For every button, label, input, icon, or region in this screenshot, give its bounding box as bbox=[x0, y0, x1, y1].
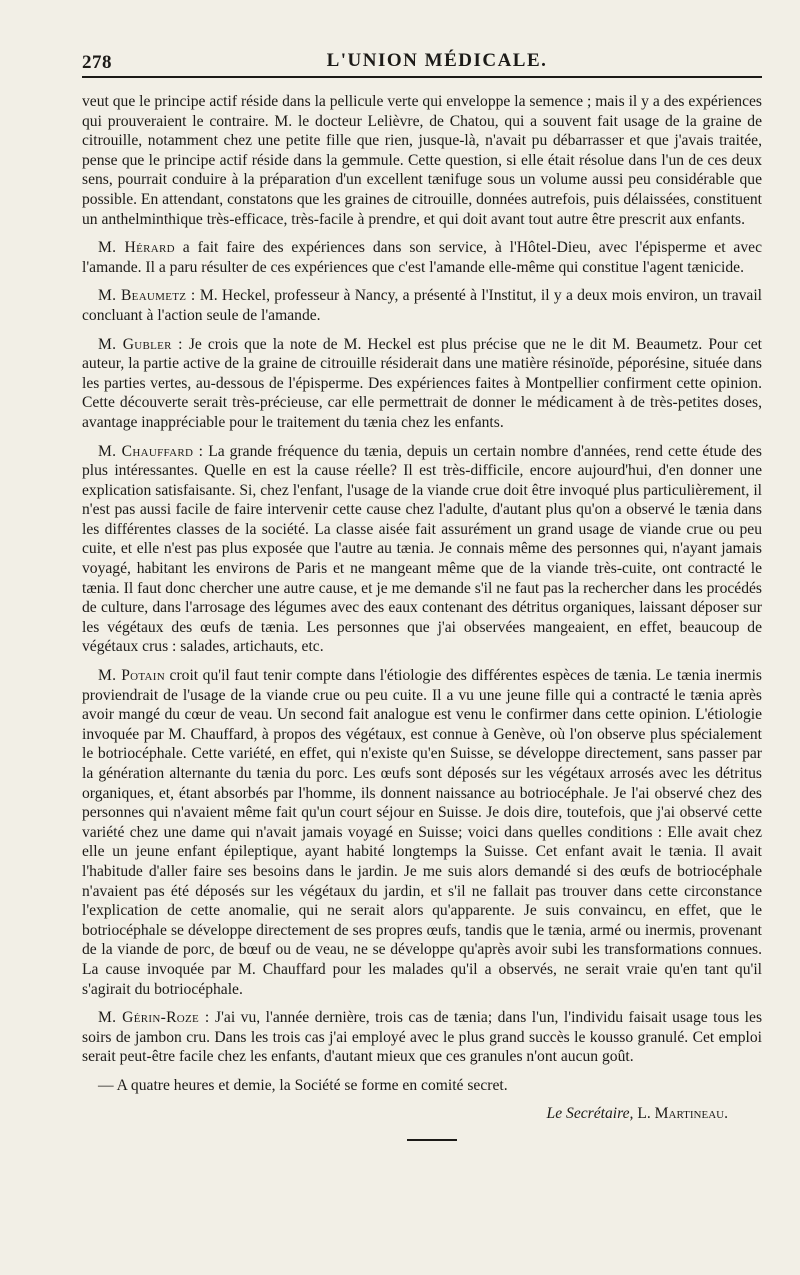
speaker-name: M. Chauffard : bbox=[98, 442, 204, 460]
speaker-name: M. Beaumetz : bbox=[98, 287, 196, 305]
page-number: 278 bbox=[82, 52, 112, 73]
speaker-name: M. Hérard bbox=[98, 239, 175, 257]
page-header bbox=[82, 42, 762, 78]
closing-paragraph bbox=[82, 1076, 762, 1096]
paragraph-text: veut que le principe actif réside dans la pellicule verte qui enveloppe la semence ; mais il y a des expériences qui prouveraient le contraire. M. le docteur Lelièvre, de Chatou, qui a souvent fait usage de la graine de citrouille, notamment chez une petite fille que rien, jusque-là, n'avait pu débarrasser et que j'avais traitée, pense que le principe actif réside dans la gemmule. Cette question, si elle était résolue dans l'un de ces deux sens, pourrait conduire à la préparation d'un excellent tænifuge sous un volume aussi peu considérable que possible. En attendant, constatons que les graines de citrouille, données autrefois, puis délaissées, constituent un anthelminthique très-efficace, très-facile à prendre, et qui doit avant tout autre être prescrit aux enfants. bbox=[82, 93, 762, 228]
end-rule bbox=[407, 1139, 457, 1141]
signature bbox=[82, 1105, 762, 1123]
paragraph bbox=[82, 238, 762, 277]
paragraph bbox=[82, 92, 762, 229]
paragraph bbox=[82, 442, 762, 658]
paragraph-text: — A quatre heures et demie, la Société se forme en comité secret. bbox=[98, 1076, 508, 1094]
signature-role: Le Secrétaire, bbox=[546, 1104, 634, 1122]
paragraph-text: M. Heckel, professeur à Nancy, a présenté à l'Institut, il y a deux mois environ, un travail concluant à l'action seule de l'amande. bbox=[82, 287, 762, 324]
article-body bbox=[82, 92, 762, 1096]
paragraph bbox=[82, 335, 762, 433]
speaker-name: M. Gérin-Roze : bbox=[98, 1009, 210, 1027]
speaker-name: M. Potain bbox=[98, 667, 166, 685]
paragraph bbox=[82, 286, 762, 325]
paragraph-text: croit qu'il faut tenir compte dans l'étiologie des différentes espèces de tænia. Le tænia inermis proviendrait de l'usage de la viande crue ou peu cuite. Il a vu une jeune fille qui a contracté le tænia après avoir mangé du cœur de veau. Un second fait analogue est venu le confirmer dans cette opinion. L'étiologie invoquée par M. Chauffard, à propos des végétaux, est connue à Genève, où l'on observe plus spécialement le botriocéphale. Cette variété, en effet, qui n'existe qu'en Suisse, se développe directement, sans passer par la génération alternante du tænia du porc. Les œufs sont déposés sur les végétaux arrosés avec les détritus organiques, et, étant absorbés par l'homme, ils donnent naissance au botriocéphale. Je l'ai observé chez des personnes qui n'avaient même fait qu'un court séjour en Suisse. Je dois dire, toutefois, que j'ai observé cette variété chez une dame qui n'avait jamais voyagé en Suisse; voici dans quelles conditions : Elle avait chez elle un jeune enfant épileptique, ayant habité longtemps la Suisse. Cet enfant avait le tænia. Il avait l'habitude d'aller faire ses besoins dans le jardin. Je me suis alors demandé si des œufs de botriocéphale n'avaient pas été déposés sur les végétaux du jardin, et s'il ne fallait pas trouver dans cette circonstance l'explication de cette anomalie, qui ne serait alors qu'apparente. Je suis convaincu, en effet, que le botriocéphale se développe directement de ses propres œufs, tandis que le tænia, armé ou inermis, provenant de la viande de porc, de bœuf ou de veau, ne se développe qu'après avoir subi les transformations connues. La cause invoquée par M. Chauffard pour les malades qu'il a observés, ne serait vraie qu'en tant qu'il s'agirait du botriocéphale. bbox=[82, 667, 762, 998]
paragraph-text: a fait faire des expériences dans son service, à l'Hôtel-Dieu, avec l'épisperme et avec l'amande. Il a paru résulter de ces expériences que c'est l'amande elle-même qui constitue l'agent tænicide. bbox=[82, 239, 762, 276]
signature-name: L. Martineau. bbox=[637, 1104, 728, 1122]
paragraph-text: La grande fréquence du tænia, depuis un certain nombre d'années, rend cette étude des plus intéressantes. Quelle en est la cause réelle? Il est très-difficile, encore aujourd'hui, d'en donner une explication satisfaisante. Si, chez l'enfant, l'usage de la viande crue doit être invoqué plus particulièrement, il n'est pas aussi facile de faire intervenir cette cause chez l'adulte, d'autant plus qu'on a observé le tænia dans les différentes classes de la société. La classe aisée fait assurément un grand usage de viande crue ou peu cuite, et elle n'est pas plus exposée que l'autre au tænia. Je connais même des personnes qui, n'ayant jamais voyagé, habitant les environs de Paris et ne mangeant même que de la viande très-cuite, ont contracté le tænia. Il faut donc chercher une autre cause, et je me demande s'il ne faut pas la rechercher dans les procédés de culture, dans l'arrosage des légumes avec des eaux contenant des détritus organiques, laissant déposer sur les végétaux des œufs de tænia. Les personnes que j'ai observées mangeaient, en effet, beaucoup de végétaux crus : salades, artichauts, etc. bbox=[82, 442, 762, 656]
paragraph bbox=[82, 666, 762, 999]
running-title: L'UNION MÉDICALE. bbox=[326, 50, 548, 71]
paragraph-text: Je crois que la note de M. Heckel est plus précise que ne le dit M. Beaumetz. Pour cet auteur, la partie active de la graine de citrouille résiderait dans une matière résinoïde, péporésine, située dans les parties vertes, au-dessous de l'épisperme. Des expériences faites à Montpellier confirment cette opinion. Cette découverte serait très-précieuse, car elle permettrait de donner le médicament à de très-petites doses, avantage inappréciable pour le traitement du tænia chez les enfants. bbox=[82, 335, 762, 431]
paragraph-text: J'ai vu, l'année dernière, trois cas de tænia; dans l'un, l'individu faisait usage tous les soirs de jambon cru. Dans les trois cas j'ai employé avec le plus grand succès le kousso granulé. Cet emploi serait peut-être facile chez les enfants, d'autant mieux que ces granules n'ont aucun goût. bbox=[82, 1009, 763, 1066]
paragraph bbox=[82, 1008, 762, 1067]
speaker-name: M. Gubler : bbox=[98, 335, 183, 353]
